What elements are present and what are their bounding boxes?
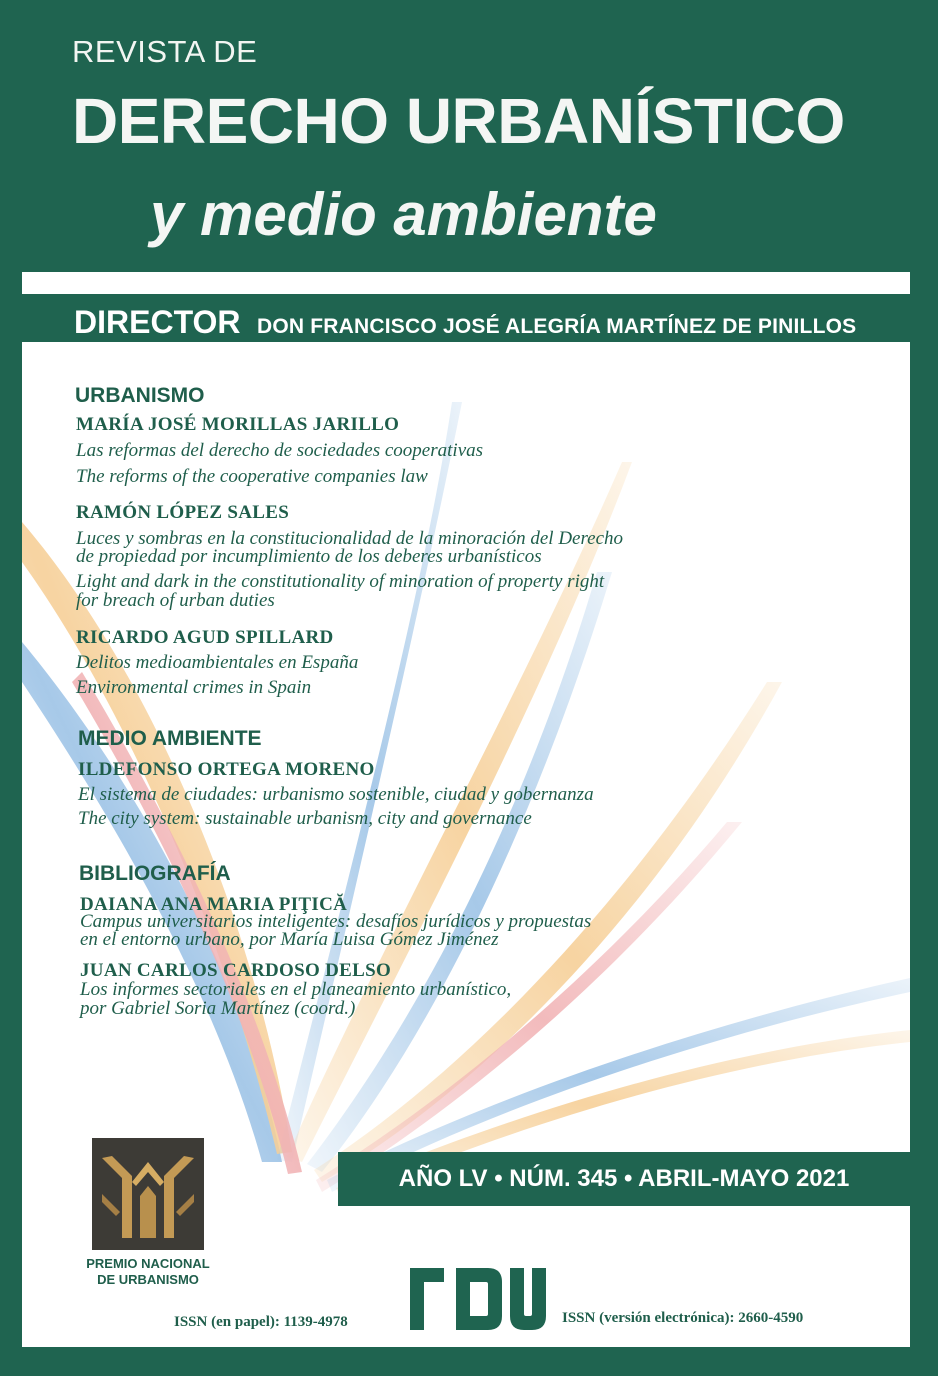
masthead-subtitle: y medio ambiente	[150, 181, 657, 248]
issn-electronic: ISSN (versión electrónica): 2660-4590	[562, 1310, 804, 1326]
section-heading-urbanismo: URBANISMO	[75, 384, 205, 407]
white-divider-strip	[22, 272, 910, 294]
rdu-logo	[410, 1268, 546, 1330]
review-author: JUAN CARLOS CARDOSO DELSO	[80, 960, 392, 981]
article-author: ILDEFONSO ORTEGA MORENO	[78, 759, 375, 780]
article-title-es: Delitos medioambientales en España	[76, 652, 359, 673]
director-label: DIRECTOR	[74, 304, 241, 340]
award-line: DE URBANISMO	[97, 1272, 199, 1287]
review-title: Campus universitarios inteligentes: desafíos jurídicos y propuestas	[80, 911, 592, 932]
award-label	[70, 1256, 226, 1288]
article-title-es: de propiedad por incumplimiento de los deberes urbanísticos	[76, 546, 542, 567]
article-title-es: El sistema de ciudades: urbanismo sostenible, ciudad y gobernanza	[78, 784, 594, 805]
issn-paper: ISSN (en papel): 1139-4978	[174, 1314, 348, 1330]
article-title-en: The city system: sustainable urbanism, city and governance	[78, 808, 532, 829]
article-title-en: for breach of urban duties	[76, 590, 275, 611]
article-author: RAMÓN LÓPEZ SALES	[76, 502, 290, 523]
director-name: DON FRANCISCO JOSÉ ALEGRÍA MARTÍNEZ DE PINILLOS	[256, 315, 857, 338]
section-heading-bibliografia: BIBLIOGRAFÍA	[79, 862, 231, 885]
article-author: RICARDO AGUD SPILLARD	[76, 627, 334, 648]
article-title-es: Las reformas del derecho de sociedades cooperativas	[76, 440, 484, 461]
article-author: MARÍA JOSÉ MORILLAS JARILLO	[76, 414, 400, 435]
issue-banner	[338, 1152, 910, 1206]
award-emblem-icon	[92, 1138, 204, 1250]
issue-number: AÑO LV • NÚM. 345 • ABRIL-MAYO 2021	[398, 1165, 850, 1192]
masthead-title: DERECHO URBANÍSTICO	[72, 85, 845, 157]
article-title-en: Environmental crimes in Spain	[76, 677, 312, 698]
article-title-en: Light and dark in the constitutionality of minoration of property right	[76, 571, 605, 592]
review-author: DAIANA ANA MARIA PIŢICĂ	[80, 894, 348, 915]
review-title: Los informes sectoriales en el planeamiento urbanístico,	[80, 979, 512, 1000]
director-row	[74, 304, 856, 341]
contents-panel	[22, 342, 910, 1347]
award-line: PREMIO NACIONAL	[86, 1256, 210, 1271]
review-title: en el entorno urbano, por María Luisa Gómez Jiménez	[80, 929, 499, 950]
article-title-es: Luces y sombras en la constitucionalidad de la minoración del Derecho	[76, 528, 624, 549]
review-title: por Gabriel Soria Martínez (coord.)	[80, 998, 356, 1019]
article-title-en: The reforms of the cooperative companies law	[76, 466, 428, 487]
masthead-revista-de: REVISTA DE	[72, 34, 258, 69]
section-heading-medio-ambiente: MEDIO AMBIENTE	[78, 727, 262, 750]
